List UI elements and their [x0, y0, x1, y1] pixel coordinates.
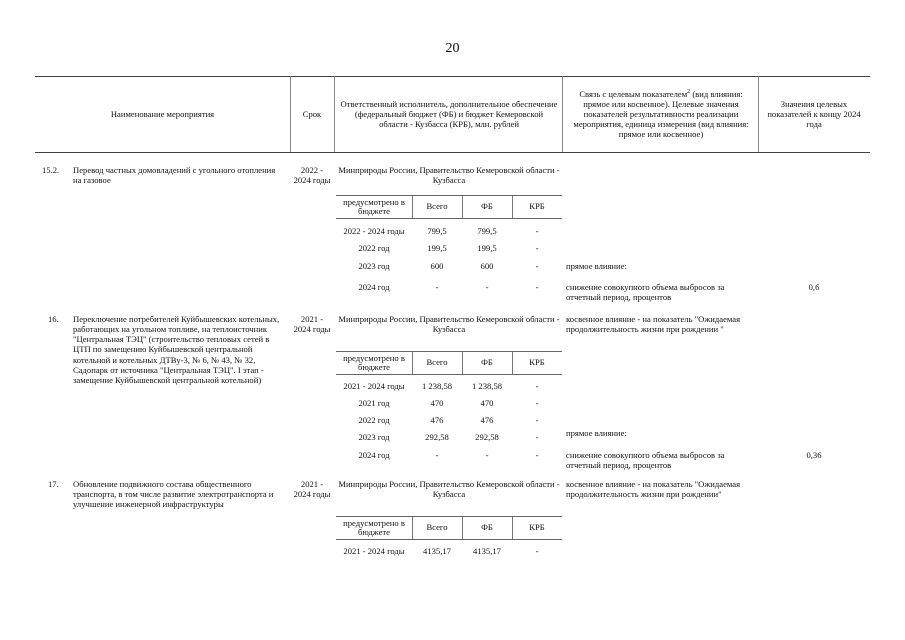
- link-direct-text: снижение совокупного объема выбросов за отчетный период, процентов: [566, 450, 725, 471]
- funding-row: 2024 год - - -: [358, 450, 539, 460]
- header-responsible-text: Ответственный исполнитель, дополнительное обеспечение (федеральный бюджет (ФБ) и бюджет Кемеровской области - Кузбасса (КРБ), млн. рублей: [340, 98, 558, 130]
- funding-row: 2021 - 2024 годы 4135,17 4135,17 -: [343, 546, 539, 556]
- item-number: 17.: [48, 479, 59, 489]
- item-name: Обновление подвижного состава общественного транспорта, в том числе развитие электротранспорта и улучшение инженерной инфраструктуры: [73, 479, 274, 510]
- col-divider: [334, 76, 335, 152]
- target-value: 0,6: [808, 282, 820, 292]
- funding-header: [336, 195, 562, 219]
- funding-header-total: Всего: [426, 357, 448, 368]
- funding-header-krb: КРБ: [529, 201, 545, 212]
- item-responsible: Минприроды России, Правительство Кемеровской области - Кузбасса: [338, 479, 560, 500]
- link-direct: прямое влияние:: [566, 261, 627, 271]
- item-responsible: Минприроды России, Правительство Кемеровской области - Кузбасса: [338, 165, 560, 186]
- funding-header-provided: предусмотрено в бюджете: [343, 196, 405, 216]
- item-number: 15.2.: [42, 165, 60, 175]
- link-direct-text: снижение совокупного объема выбросов за отчетный период, процентов: [566, 282, 725, 303]
- header-link: [566, 76, 756, 152]
- item-name: Перевод частных домовладений с угольного отопления на газовое: [73, 165, 276, 186]
- funding-row: 2021 - 2024 годы 1 238,58 1 238,58 -: [343, 381, 539, 391]
- link-indirect: косвенное влияние - на показатель "Ожидаемая продолжительность жизни при рождении ": [566, 314, 741, 335]
- header-name-text: Наименование мероприятия: [110, 108, 215, 119]
- funding-header-krb: КРБ: [529, 522, 545, 533]
- link-direct: прямое влияние:: [566, 428, 627, 438]
- item-responsible: Минприроды России, Правительство Кемеровской области - Кузбасса: [338, 314, 560, 335]
- header-term: [290, 76, 334, 152]
- target-value: 0,36: [806, 450, 822, 460]
- item-term: 2022 - 2024 годы: [293, 165, 331, 186]
- funding-header-provided: предусмотрено в бюджете: [343, 517, 405, 537]
- funding-header: [336, 351, 562, 375]
- funding-header-fb: ФБ: [481, 201, 493, 212]
- funding-row: 2022 - 2024 годы 799,5 799,5 -: [343, 226, 539, 236]
- header-term-text: Срок: [302, 108, 322, 119]
- col-divider: [562, 76, 563, 152]
- funding-header-total: Всего: [426, 201, 448, 212]
- item-term: 2021 - 2024 годы: [293, 314, 331, 335]
- item-number: 16.: [48, 314, 59, 324]
- item-term: 2021 - 2024 годы: [293, 479, 331, 500]
- funding-header-krb: КРБ: [529, 357, 545, 368]
- funding-row: 2022 год 476 476 -: [358, 415, 539, 425]
- item-name: Переключение потребителей Куйбышевских котельных, работающих на угольном топливе, на теплоисточник "Центральная ТЭЦ" (строительство тепловых сетей в ЦТП по замещению Куйбышевской центральной котельной и котельных ДТВу-3, № 6, № 43, № 32, Садопарк от источника "Центральная ТЭЦ". I этап - замещение Куйбышевской центральной котельной): [73, 314, 280, 385]
- header-link-text: Связь с целевым показателем$^2$ (вид влияния: прямое или косвенное). Целевые значения показателей результативности реализации мероприятия, единица измерения (вид влияния: прямое или косвенное): [573, 88, 749, 140]
- funding-row: 2022 год 199,5 199,5 -: [358, 243, 539, 253]
- funding-row: 2021 год 470 470 -: [358, 398, 539, 408]
- funding-row: 2024 год - - -: [358, 282, 539, 292]
- page-number: 20: [445, 41, 460, 56]
- header-value-text: Значения целевых показателей к концу 2024 года: [767, 98, 861, 130]
- header-responsible: [340, 76, 558, 152]
- funding-header-fb: ФБ: [481, 522, 493, 533]
- table-header-bottom-rule: [35, 152, 870, 153]
- funding-header-provided: предусмотрено в бюджете: [343, 352, 405, 372]
- header-value: [762, 76, 866, 152]
- col-divider: [758, 76, 759, 152]
- funding-header-fb: ФБ: [481, 357, 493, 368]
- funding-row: 2023 год 600 600 -: [358, 261, 539, 271]
- header-name: [35, 76, 290, 152]
- funding-header-total: Всего: [426, 522, 448, 533]
- funding-row: 2023 год 292,58 292,58 -: [358, 432, 539, 442]
- link-indirect: косвенное влияние - на показатель "Ожидаемая продолжительность жизни при рождении": [566, 479, 741, 500]
- funding-header: [336, 516, 562, 540]
